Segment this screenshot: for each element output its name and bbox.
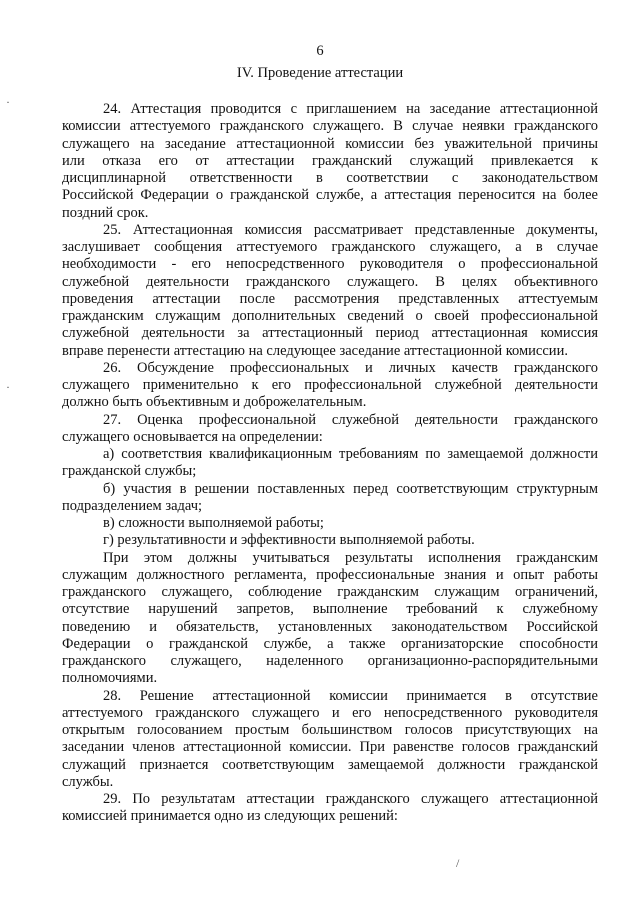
text-line: служащим должностного регламента, профессиональные знания и опыт работы [62,566,598,583]
text-line: 25. Аттестационная комиссия рассматривает представленные документы, [103,221,598,238]
text-line: служащего основывается на определении: [62,428,323,445]
text-line: поведению и обязательств, установленных законодательством Российской [62,618,598,635]
text-line: или отказа его от аттестации гражданский служащий привлекается к [62,152,598,169]
text-line: отсутствие нарушений запретов, выполнение требований к служебному [62,601,598,618]
page-number: 6 [316,43,324,59]
text-line: комиссией принимается одно из следующих решений: [62,808,398,825]
text-line: в) сложности выполняемой работы; [103,515,324,531]
text-line: проведения аттестации после рассмотрения представленных аттестуемым [62,290,598,307]
text-line: поздний срок. [62,204,149,221]
text-line: 29. По результатам аттестации гражданского служащего аттестационной [103,791,598,807]
text-line: открытым голосованием простым большинством голосов присутствующих на [62,722,598,738]
text-line: 27. Оценка профессиональной служебной деятельности гражданского [103,411,598,428]
text-line: подразделением задач; [62,497,203,514]
scan-mark: · [6,380,10,394]
text-line: служащего на заседание аттестационной комиссии без уважительной причины [62,135,598,152]
text-line: Федерации о гражданской службе, а также организаторские способности [62,635,598,652]
text-line: гражданской службы; [62,463,197,480]
text-line: служебной деятельности гражданского служащего. В целях объективного [62,273,598,290]
text-line: служебной деятельности за аттестационный период аттестационная комиссия [62,325,598,342]
text-line: 26. Обсуждение профессиональных и личных качеств гражданского [103,359,598,376]
text-line: служащий признается соответствующим замещаемой должности гражданской [62,756,598,773]
text-line: б) участия в решении поставленных перед соответствующим структурным [103,480,598,497]
text-line: заслушивает сообщения аттестуемого гражданского служащего, а в случае [62,239,598,255]
text-line: 28. Решение аттестационной комиссии принимается в отсутствие [103,687,598,704]
text-line: а) соответствия квалификационным требованиям по замещаемой должности [103,446,598,462]
text-line: гражданского служащего, наделенного организационно-распорядительными [62,653,598,669]
text-line: комиссии аттестуемого гражданского служащего. В случае неявки гражданского [62,118,598,135]
text-line: аттестуемого гражданского служащего и его непосредственного руководителя [62,704,598,721]
scan-mark: / [456,856,460,870]
text-line: дисциплинарной ответственности в соответствии с законодательством [62,170,598,186]
text-line: служащего применительно к его профессиональной служебной деятельности [62,377,598,393]
text-line: должно быть объективным и доброжелательным. [62,394,367,411]
text-line: При этом должны учитываться результаты исполнения гражданским [103,549,598,566]
text-line: Российской Федерации о гражданской службе, а аттестация переносится на более [62,187,598,204]
text-line: необходимости - его непосредственного руководителя о профессиональной [62,256,598,273]
text-line: 24. Аттестация проводится с приглашением на заседание аттестационной [103,101,598,117]
text-line: гражданским служащим дополнительных сведений о своей профессиональной [62,308,598,324]
text-line: вправе перенести аттестацию на следующее заседание аттестационной комиссии. [62,342,568,359]
text-line: г) результативности и эффективности выполняемой работы. [103,532,475,549]
scan-mark: · [6,95,10,109]
text-line: службы. [62,773,114,790]
text-line: заседании членов аттестационной комиссии. При равенстве голосов гражданский [62,739,598,756]
text-line: гражданского служащего, соблюдение гражданским служащим ограничений, [62,584,598,600]
section-title: IV. Проведение аттестации [236,65,404,81]
text-line: полномочиями. [62,670,158,687]
